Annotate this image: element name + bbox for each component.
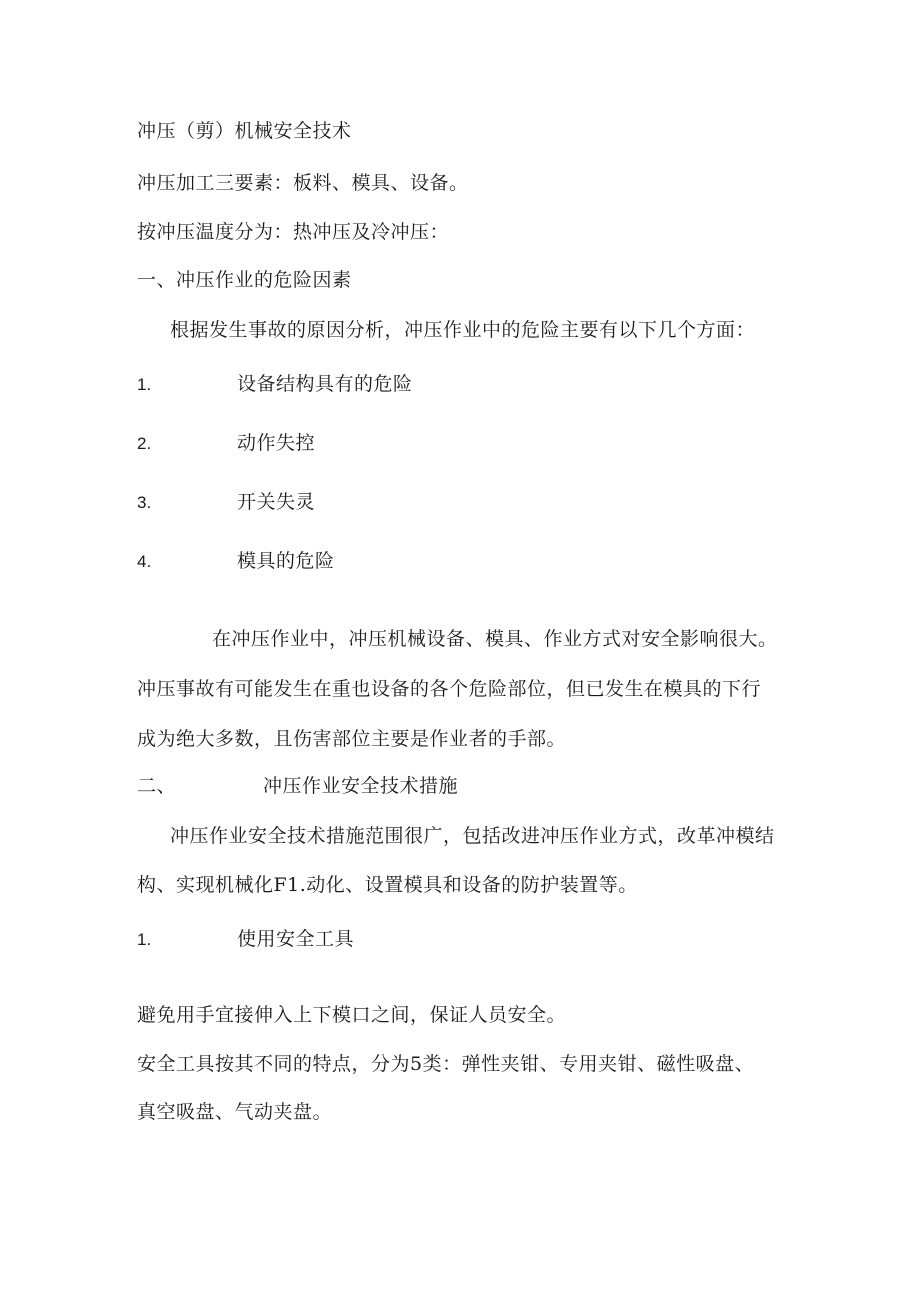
paragraph-line: 冲压作业安全技术措施范围很广，包括改进冲压作业方式，改革冲模结: [170, 825, 775, 847]
section2-heading-number: 二、: [137, 775, 177, 797]
list-item-text: 开关失灵: [237, 491, 316, 513]
section1-intro: 根据发生事故的原因分析，冲压作业中的危险主要有以下几个方面：: [170, 319, 756, 341]
section2-heading-text: 冲压作业安全技术措施: [263, 775, 459, 797]
elements-line: 冲压加工三要素：板料、模具、设备。: [137, 172, 469, 194]
section1-heading: 一、冲压作业的危险因素: [137, 269, 352, 291]
list-item-number: 2.: [137, 434, 152, 453]
paragraph-line: 避免用手宜接伸入上下模口之间，保证人员安全。: [137, 1004, 567, 1026]
paragraph-line: 构、实现机械化F1.动化、设置模具和设备的防护装置等。: [137, 874, 638, 896]
list-item-number: 1.: [137, 375, 152, 394]
paragraph-line: 安全工具按其不同的特点，分为5类：弹性夹钳、专用夹钳、磁性吸盘、: [137, 1053, 755, 1075]
document-title: 冲压（剪）机械安全技术: [137, 120, 352, 142]
paragraph-line: 在冲压作业中，冲压机械设备、模具、作业方式对安全影响很大。: [212, 628, 778, 650]
paragraph-line: 真空吸盘、气动夹盘。: [137, 1101, 333, 1123]
list-item-number: 4.: [137, 552, 152, 571]
list-item-text: 动作失控: [237, 432, 316, 454]
paragraph-line: 成为绝大多数，且伤害部位主要是作业者的手部。: [137, 728, 567, 750]
list-item-text: 模具的危险: [237, 550, 335, 572]
list-item-text: 使用安全工具: [237, 928, 355, 950]
paragraph-line: 冲压事故有可能发生在重也设备的各个危险部位，但已发生在模具的下行: [137, 678, 762, 700]
temperature-line: 按冲压温度分为：热冲压及冷冲压：: [137, 221, 450, 243]
list-item-number: 3.: [137, 493, 152, 512]
list-item-number: 1.: [137, 930, 152, 949]
list-item-text: 设备结构具有的危险: [237, 373, 413, 395]
